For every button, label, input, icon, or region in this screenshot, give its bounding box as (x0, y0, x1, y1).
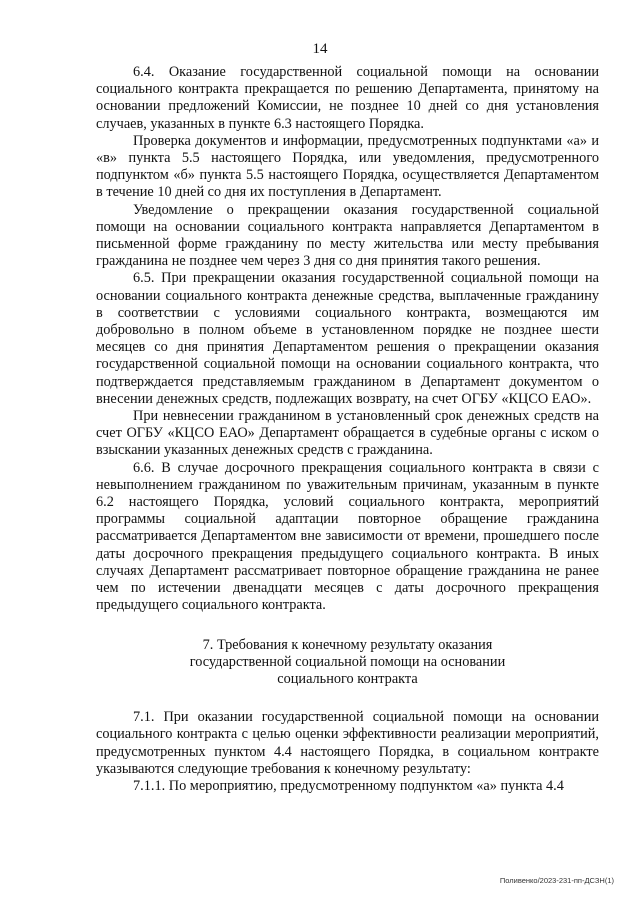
paragraph: 6.6. В случае досрочного прекращения социального контракта в связи с невыполнением гражданином по уважительным причинам, указанным в пункте 6.2 настоящего Порядка, условий социального контракта, мероприятий программы социальной адаптации повторное обращение гражданина рассматривается Департаментом вне зависимости от времени, прошедшего после даты досрочного прекращения предыдущего социального контракта. В иных случаях Департамент рассматривает повторное обращение гражданина не ранее чем по истечении двенадцати месяцев с даты досрочного прекращения предыдущего социального контракта. (96, 459, 599, 614)
paragraph: 6.5. При прекращении оказания государственной социальной помощи на основании социального контракта денежные средства, выплаченные гражданину в соответствии с условиями социального контракта, возмещаются им добровольно в полном объеме в установленном порядке не позднее шести месяцев со дня принятия Департаментом решения о прекращении оказания государственной социальной помощи на основании социального контракта, что подтверждается представляемым гражданином в Департамент документом о внесении денежных средств, подлежащих возврату, на счет ОГБУ «КЦСО ЕАО». (96, 270, 599, 407)
section-heading-line: социального контракта (277, 670, 418, 687)
paragraph: При невнесении гражданином в установленный срок денежных средств на счет ОГБУ «КЦСО ЕАО» Департамент обращается в судебные органы с иском о взыскании указанных денежных средств с гражданина. (96, 408, 599, 459)
page-number: 14 (312, 41, 328, 57)
section-heading-line: государственной социальной помощи на основании (189, 653, 506, 670)
paragraph: 6.4. Оказание государственной социальной помощи на основании социального контракта прекращается по решению Департамента, принятому на основании предложений Комиссии, не позднее 10 дней со дня установления случаев, указанных в пункте 6.3 настоящего Порядка. (96, 64, 599, 132)
paragraph: 7.1. При оказании государственной социальной помощи на основании социального контракта с целью оценки эффективности реализации мероприятий, предусмотренных пунктом 4.4 настоящего Порядка, в социальном контракте указываются следующие требования к конечному результату: (96, 709, 599, 777)
paragraph: Проверка документов и информации, предусмотренных подпунктами «а» и «в» пункта 5.5 настоящего Порядка, или уведомления, предусмотренного подпунктом «б» пункта 5.5 настоящего Порядка, осуществляется Департаментом в течение 10 дней со дня их поступления в Департамент. (96, 132, 599, 201)
document-body (96, 64, 599, 795)
paragraph: Уведомление о прекращении оказания государственной социальной помощи на основании социального контракта направляется Департаментом в письменной форме гражданину по месту жительства или месту пребывания гражданина не позднее чем через 3 дня со дня принятия такого решения. (96, 201, 599, 270)
section-heading-line: 7. Требования к конечному результату оказания (202, 636, 493, 653)
paragraph: 7.1.1. По мероприятию, предусмотренному подпунктом «а» пункта 4.4 (133, 777, 564, 794)
section-heading (96, 637, 599, 689)
footer-document-code: Поливенко/2023-231-пп-ДСЗН(1) (499, 876, 614, 885)
